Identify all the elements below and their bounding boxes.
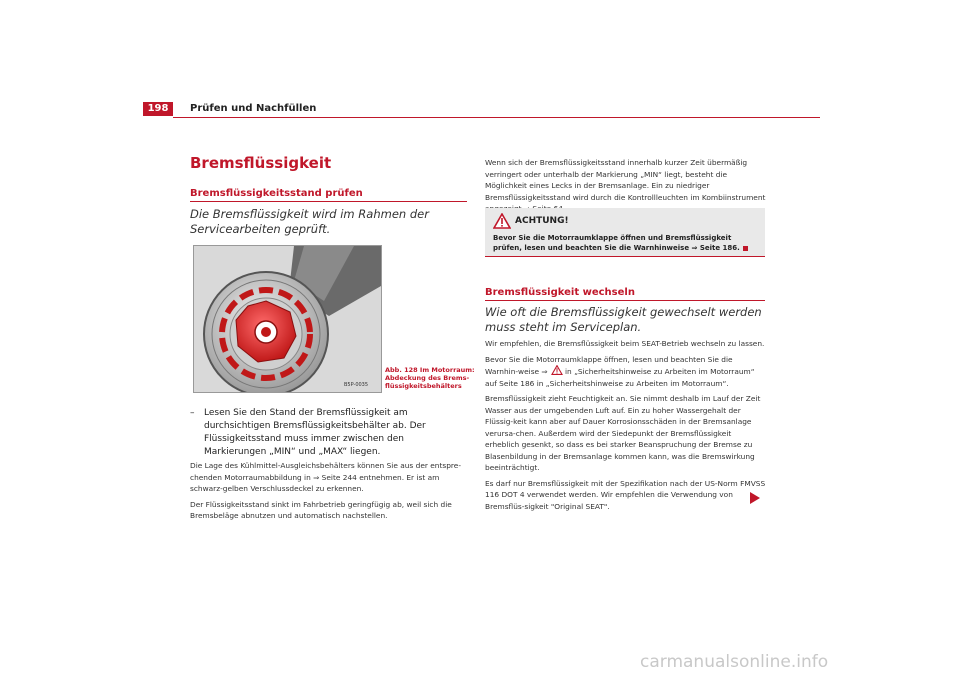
figure-caption: Abb. 128 Im Motorraum: Abdeckung des Brems-flüssigkeitsbehälters	[385, 366, 475, 390]
paragraph-warning-ref	[485, 354, 767, 390]
figure-brake-fluid-cap	[193, 245, 382, 393]
text-fragment: Bevor Sie die Motorraumklappe öffnen, lesen und beachten Sie die Warnhin-weise ⇒	[485, 354, 733, 376]
warning-title: ACHTUNG!	[515, 216, 569, 226]
subsection-rule	[485, 300, 765, 301]
warning-box	[485, 208, 765, 257]
right-body	[485, 338, 767, 516]
subsection-title-check: Bremsflüssigkeitsstand prüfen	[190, 188, 363, 199]
instruction-bullet	[190, 407, 465, 459]
bullet-text: Lesen Sie den Stand der Bremsflüssigkeit am durchsichtigen Bremsflüssigkeitsbehälter ab. Der Flüssigkeitsstand muss immer zwischen den Markierungen „MIN“ und „MAX“ liegen.	[204, 408, 426, 457]
header-rule	[173, 117, 820, 118]
paragraph: Wir empfehlen, die Bremsflüssigkeit beim SEAT-Betrieb wechseln zu lassen.	[485, 339, 765, 348]
watermark: carmanualsonline.info	[640, 652, 829, 672]
subsection-title-change: Bremsflüssigkeit wechseln	[485, 287, 635, 298]
lead-text-2: Wie oft die Bremsflüssigkeit gewechselt werden muss steht im Serviceplan.	[485, 305, 762, 334]
subsection-rule	[190, 201, 467, 202]
warning-triangle-icon	[493, 213, 511, 229]
paragraph: Bremsflüssigkeit zieht Feuchtigkeit an. Sie nimmt deshalb im Lauf der Zeit Wasser aus der umgebenden Luft auf. Ein zu hoher Wassergehalt der Flüssig-keit kann aber auf Dauer Korrosionsschäden in der Bremsanlage verursa-chen. Außerdem wird der Siedepunkt der Bremsflüssigkeit erheblich gesenkt, so dass es bei starker Beanspruchung der Bremse zu Blasenbildung in der Bremsanlage kommen kann, was die Bremswirkung beeinträchtigt.	[485, 394, 761, 472]
figure-code: B5P-0035	[344, 382, 369, 388]
warning-triangle-icon	[551, 365, 563, 375]
brake-fluid-cap-illustration	[194, 246, 381, 392]
warning-text-wrap	[493, 233, 761, 253]
left-body	[190, 460, 468, 526]
next-page-arrow-icon	[749, 491, 761, 505]
paragraph: Die Lage des Kühlmittel-Ausgleichsbehälters können Sie aus der entspre-chenden Motorraumabbildung in ⇒ Seite 244 entnehmen. Er ist am schwarz-gelben Verschlussdeckel zu erkennen.	[190, 461, 462, 493]
header-title: Prüfen und Nachfüllen	[190, 103, 317, 114]
end-square-icon	[743, 246, 748, 251]
warning-text: Bevor Sie die Motorraumklappe öffnen und Bremsflüssigkeit prüfen, lesen und beachten Sie die Warnhinweise ⇒ Seite 186.	[493, 234, 740, 252]
bullet-dash: –	[190, 408, 195, 418]
section-title: Bremsflüssigkeit	[190, 154, 332, 172]
paragraph: Wenn sich der Bremsflüssigkeitsstand innerhalb kurzer Zeit übermäßig verringert oder unterhalb der Markierung „MIN“ liegt, besteht die Möglichkeit eines Lecks in der Bremsanlage. Ein zu niedriger Bremsflüssigkeitsstand wird durch die Kontrollleuchten im Kombiinstrument	[485, 158, 766, 202]
paragraph: Es darf nur Bremsflüssigkeit mit der Spezifikation nach der US-Norm FMVSS 116 DOT 4 verwendet werden. Wir empfehlen die Verwendung von Bremsflüs-sigkeit "Original SEAT".	[485, 478, 766, 511]
page-number: 198	[143, 102, 173, 116]
text-fragment: in „Sicherheitshinweise zu Arbeiten im Motorraum“ auf Seite 186 in „Sicherheitshinweise zu Arbeiten im Motorraum“.	[485, 367, 755, 388]
lead-text: Die Bremsflüssigkeit wird im Rahmen der Servicearbeiten geprüft.	[190, 207, 429, 236]
paragraph: Der Flüssigkeitsstand sinkt im Fahrbetrieb geringfügig ab, weil sich die Bremsbeläge abnutzen und automatisch nachstellen.	[190, 499, 452, 520]
